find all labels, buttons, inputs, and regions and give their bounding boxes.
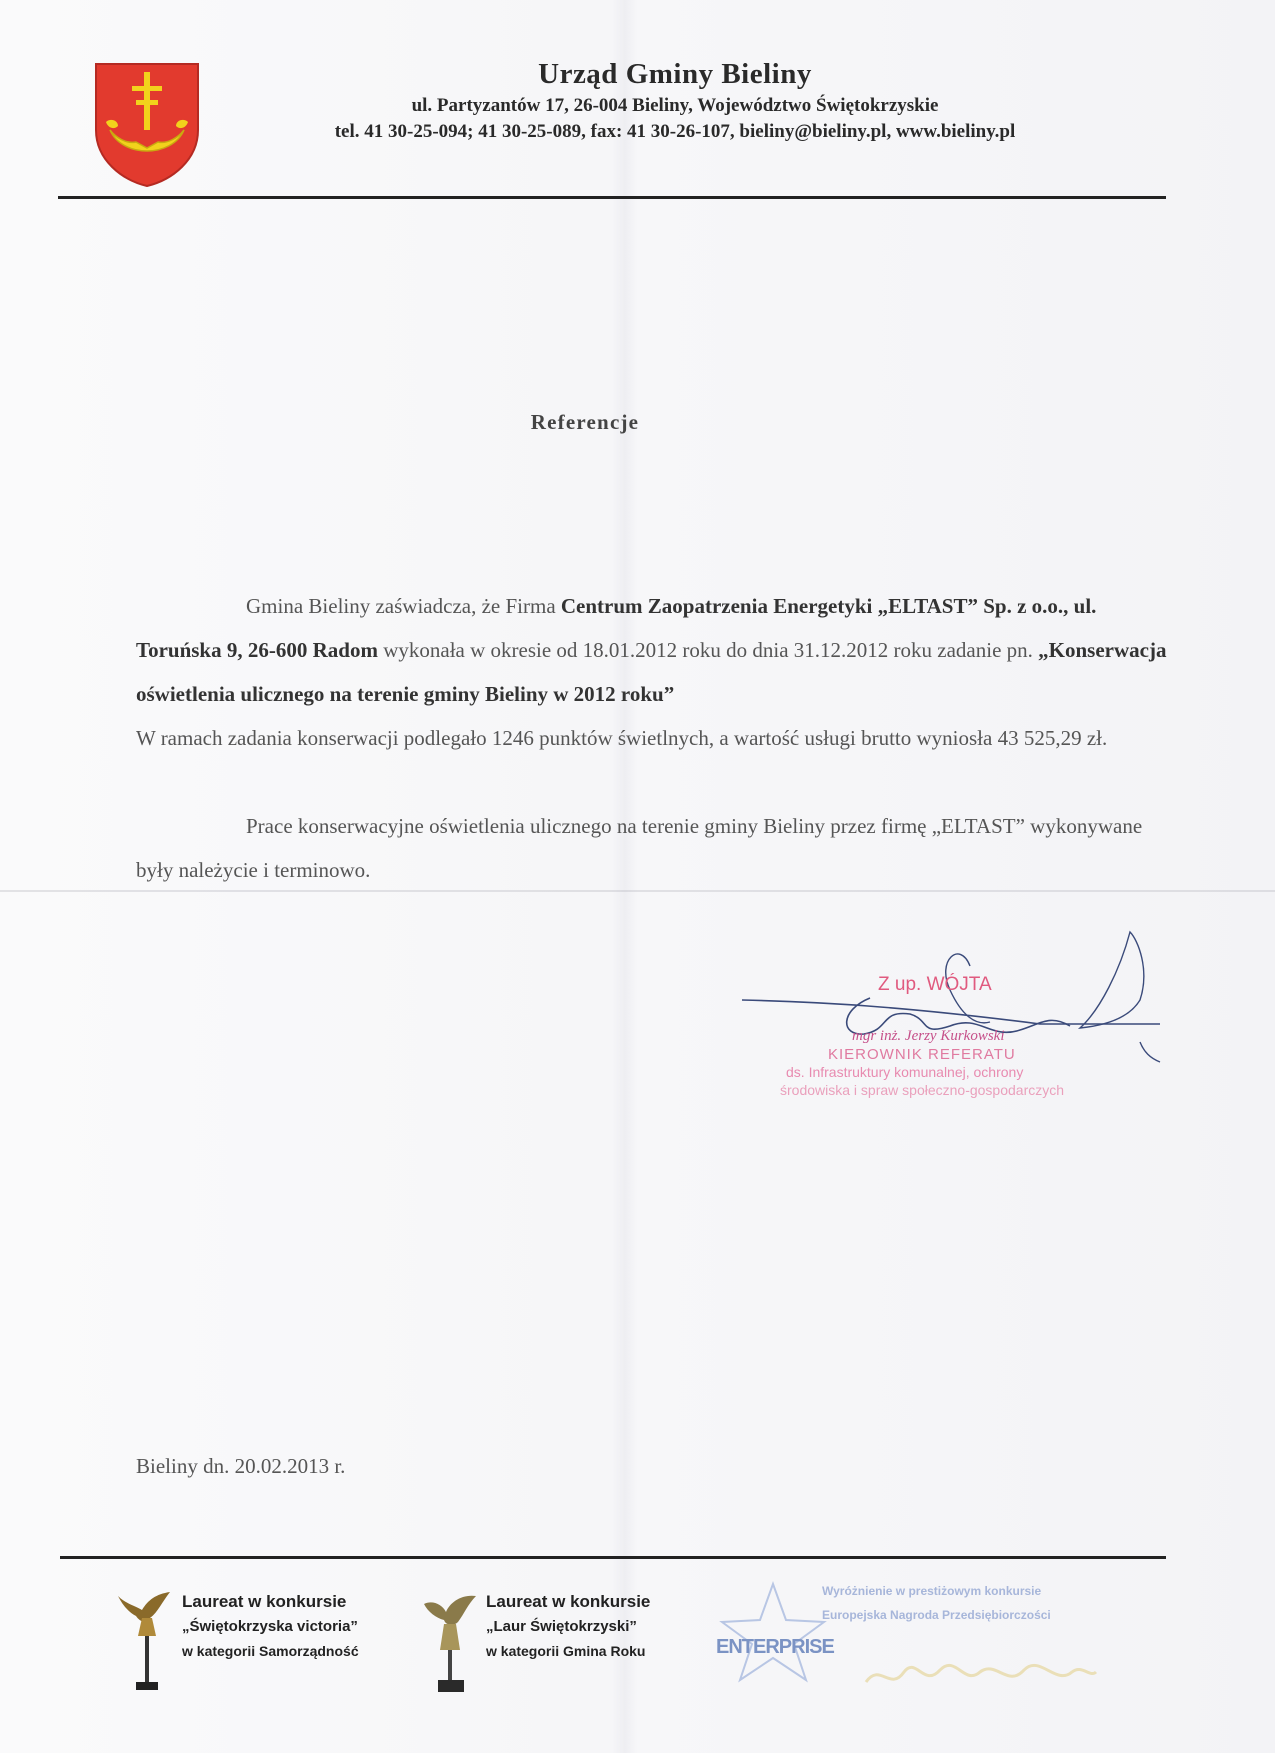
company-name: Centrum Zaopatrzenia Energetyki „ELTAST” Sp. z o.o., ul. Toruńska 9, 26-600 Radom <box>136 594 1097 662</box>
award-2-text <box>486 1590 726 1659</box>
award-1-text <box>182 1590 422 1659</box>
p1-intro: Gmina Bieliny zaświadcza, że Firma <box>246 594 556 618</box>
document-date: Bieliny dn. 20.02.2013 r. <box>136 1454 346 1478</box>
stamp-department-1: ds. Infrastruktury komunalnej, ochrony <box>786 1064 1024 1080</box>
award-3-line1: Wyróżnienie w prestiżowym konkursie <box>822 1584 1042 1598</box>
stamp-department-2: środowiska i spraw społeczno-gospodarczych <box>780 1082 1065 1098</box>
document-title: Referencje <box>530 410 640 434</box>
task-name: „Konserwacja oświetlenia ulicznego na terenie gminy Bieliny w 2012 roku” <box>136 638 1167 706</box>
stamp-position: KIEROWNIK REFERATU <box>828 1046 1016 1063</box>
header-divider <box>58 196 1166 199</box>
p1-scope: W ramach zadania konserwacji podlegało 1246 punktów świetlnych, a wartość usługi brutto wyniosła 43 525,29 zł. <box>136 726 1108 750</box>
trophy-icon <box>416 1590 486 1700</box>
document-body <box>136 584 1176 892</box>
award-2-line2: „Laur Świętokrzyski” <box>486 1618 637 1635</box>
p2-text: Prace konserwacyjne oświetlenia ulicznego na terenie gminy Bieliny przez firmę „ELTAST” wykonywane były należycie i terminowo. <box>136 814 1143 882</box>
paragraph-2 <box>136 804 1176 892</box>
org-name: Urząd Gminy Bieliny <box>538 58 812 90</box>
faint-signature <box>860 1642 1100 1702</box>
enterprise-logo-text: ENTERPRISE <box>716 1636 834 1658</box>
org-address: ul. Partyzantów 17, 26-004 Bieliny, Województwo Świętokrzyskie <box>411 95 939 116</box>
enterprise-award-text <box>822 1584 1051 1632</box>
award-2-line1: Laureat w konkursie <box>486 1592 651 1611</box>
stamp-signatory: mgr inż. Jerzy Kurkowski <box>852 1028 1005 1044</box>
coat-of-arms-icon <box>92 60 202 188</box>
paragraph-1 <box>136 584 1176 760</box>
award-2-line3: w kategorii Gmina Roku <box>486 1643 646 1659</box>
award-1-line3: w kategorii Samorządność <box>182 1643 359 1659</box>
star-icon <box>708 1580 838 1690</box>
trophy-icon <box>112 1590 182 1700</box>
award-1-line2: „Świętokrzyska victoria” <box>182 1618 358 1635</box>
award-1-line1: Laureat w konkursie <box>182 1592 347 1611</box>
org-contact: tel. 41 30-25-094; 41 30-25-089, fax: 41 30-26-107, bieliny@bieliny.pl, www.bieliny.pl <box>334 121 1016 142</box>
award-3-line2: Europejska Nagroda Przedsiębiorczości <box>822 1608 1051 1622</box>
footer-divider <box>60 1556 1166 1559</box>
letterhead <box>250 58 1100 143</box>
stamp-authority: Z up. WÓJTA <box>878 974 992 995</box>
enterprise-award-logo <box>708 1580 838 1690</box>
p1-period: wykonała w okresie od 18.01.2012 roku do dnia 31.12.2012 roku zadanie pn. <box>383 638 1033 662</box>
